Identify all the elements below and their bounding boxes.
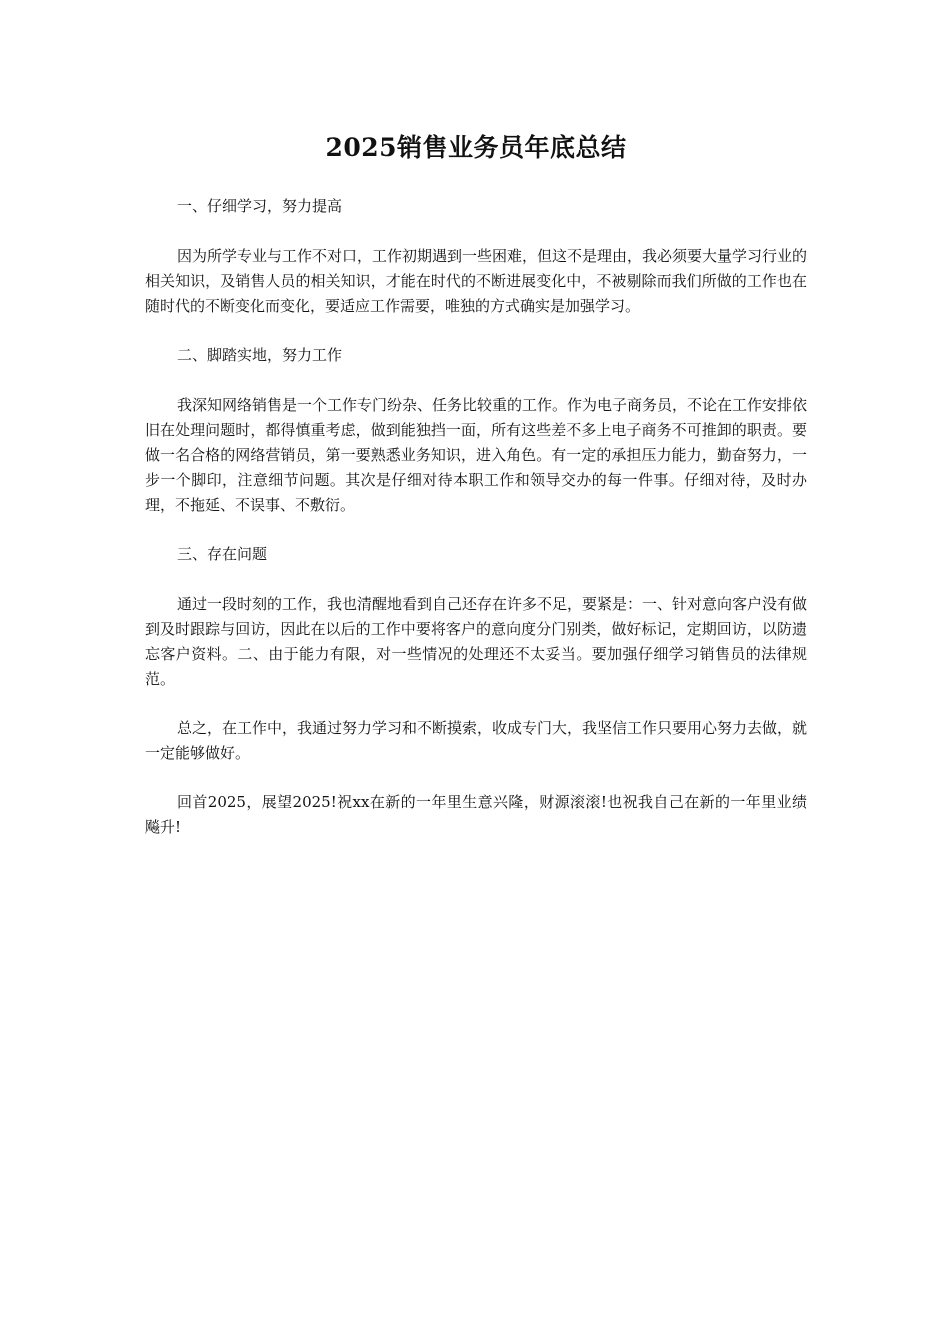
section-heading: 三、存在问题 bbox=[177, 545, 268, 563]
section-paragraph: 我深知网络销售是一个工作专门纷杂、任务比较重的工作。作为电子商务员，不论在工作安排依旧在处理问题时，都得慎重考虑，做到能独挡一面，所有这些差不多上电子商务不可推卸的职责。要做一名合格的网络营销员，第一要熟悉业务知识，进入角色。有一定的承担压力能力，勤奋努力，一步一个脚印，注意细节问题。其次是仔细对待本职工作和领导交办的每一件事。仔细对待，及时办理，不拖延、不误事、不敷衍。 bbox=[145, 396, 808, 514]
document-page bbox=[145, 128, 807, 864]
section-2 bbox=[145, 343, 807, 518]
document-title: 2025销售业务员年底总结 bbox=[325, 133, 627, 162]
section-paragraph: 通过一段时刻的工作，我也清醒地看到自己还存在许多不足，要紧是：一、针对意向客户没有做到及时跟踪与回访，因此在以后的工作中要将客户的意向度分门别类，做好标记，定期回访，以防遗忘客户资料。二、由于能力有限，对一些情况的处理还不太妥当。要加强仔细学习销售员的法律规范。 bbox=[145, 595, 808, 688]
section-paragraph: 因为所学专业与工作不对口，工作初期遇到一些困难，但这不是理由，我必须要大量学习行业的相关知识，及销售人员的相关知识，才能在时代的不断进展变化中，不被剔除而我们所做的工作也在随时代的不断变化而变化，要适应工作需要，唯独的方式确实是加强学习。 bbox=[145, 247, 808, 315]
section-heading: 二、脚踏实地，努力工作 bbox=[177, 346, 343, 364]
closing-paragraph: 总之，在工作中，我通过努力学习和不断摸索，收成专门大，我坚信工作只要用心努力去做，就一定能够做好。 bbox=[145, 719, 808, 762]
closing-paragraph: 回首2025，展望2025!祝xx在新的一年里生意兴隆，财源滚滚!也祝我自己在新的一年里业绩飚升! bbox=[145, 793, 807, 836]
section-heading: 一、仔细学习，努力提高 bbox=[177, 197, 343, 215]
section-1 bbox=[145, 194, 807, 319]
section-3 bbox=[145, 542, 807, 692]
